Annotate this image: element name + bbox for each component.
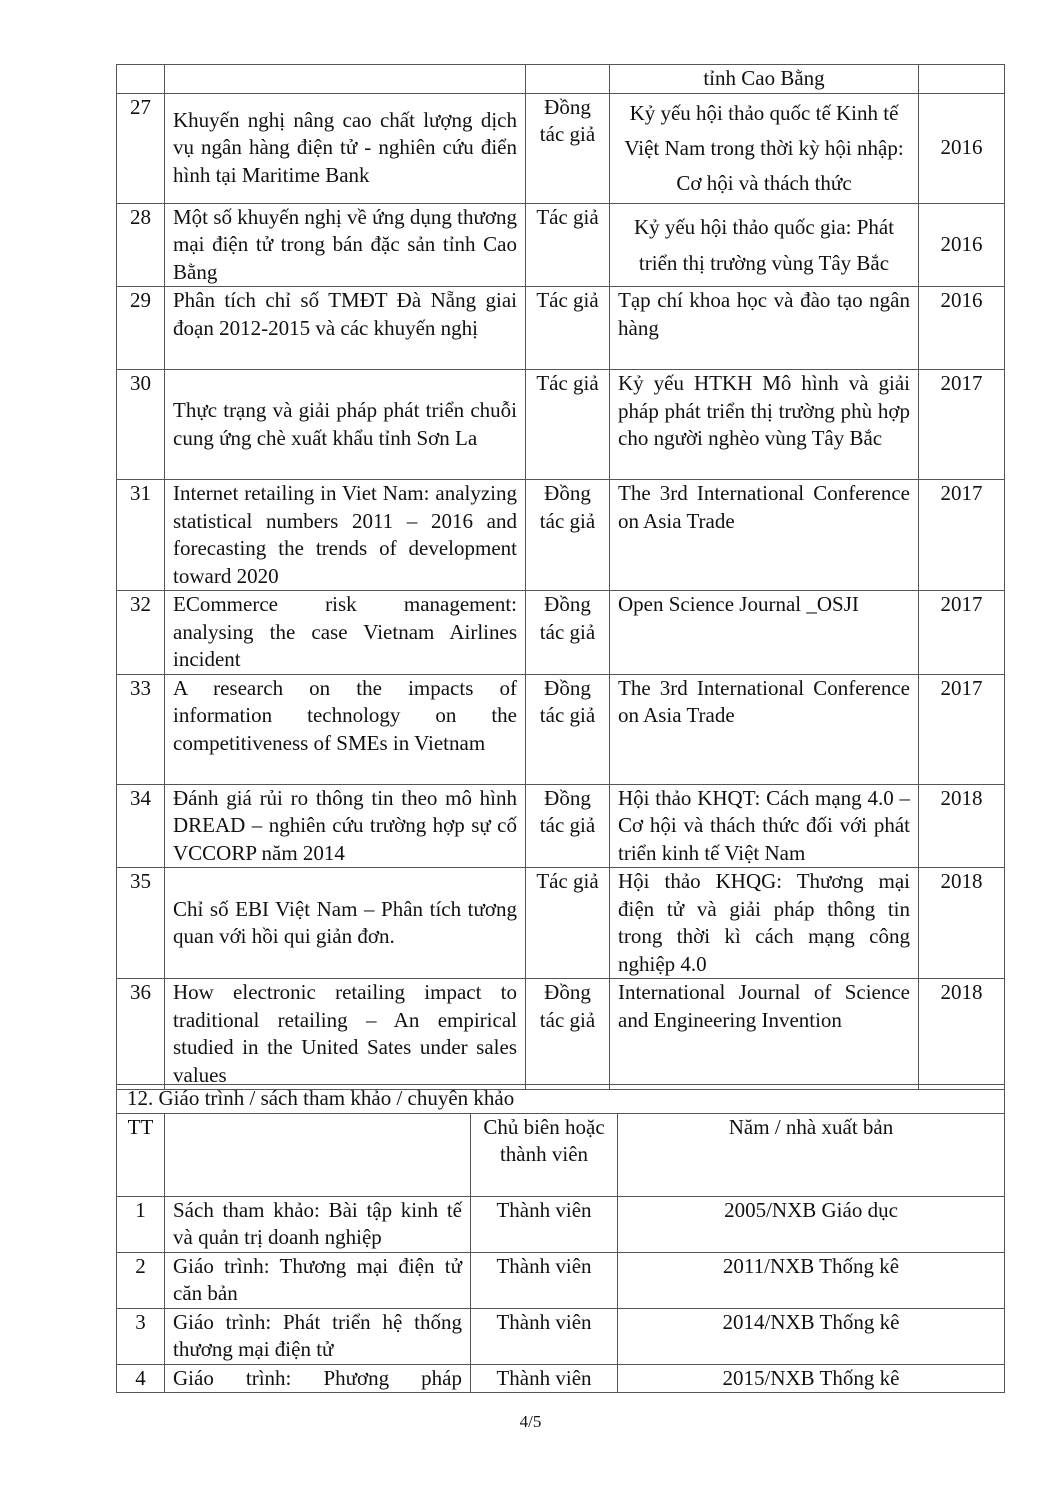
book-role: Thành viên: [471, 1308, 618, 1364]
book-num: 1: [117, 1196, 165, 1252]
table-row: [117, 65, 1005, 94]
table-row: [117, 784, 1005, 868]
article-num: 34: [117, 784, 165, 868]
article-role: [526, 65, 610, 94]
article-title: [165, 65, 526, 94]
article-title: ECommerce risk management: analysing the case Vietnam Airlines incident: [165, 591, 526, 675]
book-role: Thành viên: [471, 1252, 618, 1308]
article-role: Tác giả: [526, 868, 610, 979]
article-title: A research on the impacts of information technology on the competitiveness of SMEs in Vietnam: [165, 674, 526, 784]
article-year: 2018: [919, 784, 1005, 868]
book-num: 2: [117, 1252, 165, 1308]
article-role: Đồng tác giả: [526, 480, 610, 591]
book-num: 3: [117, 1308, 165, 1364]
section-heading: 12. Giáo trình / sách tham khảo / chuyên khảo: [117, 1085, 1005, 1114]
table-row: [117, 591, 1005, 675]
book-role: Thành viên: [471, 1196, 618, 1252]
article-venue: Hội thảo KHQG: Thương mại điện tử và giải pháp thông tin trong thời kì cách mạng công nghiệp 4.0: [610, 868, 919, 979]
article-role: Đồng tác giả: [526, 784, 610, 868]
article-role: Đồng tác giả: [526, 674, 610, 784]
table-row: [117, 1308, 1005, 1364]
article-venue: International Journal of Science and Engineering Invention: [610, 979, 919, 1090]
book-title: Giáo trình: Phát triển hệ thống thương mại điện tử: [165, 1308, 471, 1364]
article-year: 2017: [919, 370, 1005, 480]
article-venue: Open Science Journal _OSJI: [610, 591, 919, 675]
article-num: [117, 65, 165, 94]
article-venue: The 3rd International Conference on Asia Trade: [610, 480, 919, 591]
article-year: 2017: [919, 591, 1005, 675]
table-row: [117, 1196, 1005, 1252]
book-pub: 2015/NXB Thống kê: [618, 1364, 1005, 1393]
table-row: [117, 203, 1005, 287]
article-num: 33: [117, 674, 165, 784]
table-row: [117, 868, 1005, 979]
article-role: Tác giả: [526, 287, 610, 370]
article-title: Một số khuyến nghị về ứng dụng thương mại điện tử trong bán đặc sản tỉnh Cao Bằng: [165, 203, 526, 287]
book-pub: 2014/NXB Thống kê: [618, 1308, 1005, 1364]
table-row: [117, 1364, 1005, 1393]
book-pub: 2011/NXB Thống kê: [618, 1252, 1005, 1308]
article-num: 36: [117, 979, 165, 1090]
article-year: 2018: [919, 979, 1005, 1090]
header-role: Chủ biên hoặc thành viên: [471, 1113, 618, 1196]
table-row: [117, 370, 1005, 480]
article-title: Internet retailing in Viet Nam: analyzing statistical numbers 2011 – 2016 and forecasting the trends of development toward 2020: [165, 480, 526, 591]
article-role: Tác giả: [526, 370, 610, 480]
table-header-row: [117, 1113, 1005, 1196]
article-venue: The 3rd International Conference on Asia Trade: [610, 674, 919, 784]
article-role: Đồng tác giả: [526, 979, 610, 1090]
book-role: Thành viên: [471, 1364, 618, 1393]
book-title: Giáo trình: Phương pháp: [165, 1364, 471, 1393]
article-year: 2018: [919, 868, 1005, 979]
table-row: [117, 480, 1005, 591]
article-venue: Hội thảo KHQT: Cách mạng 4.0 – Cơ hội và thách thức đối với phát triển kinh tế Việt Nam: [610, 784, 919, 868]
articles-table: [116, 64, 1005, 1090]
header-num: TT: [117, 1113, 165, 1196]
article-year: 2017: [919, 674, 1005, 784]
article-venue: tỉnh Cao Bằng: [610, 65, 919, 94]
article-num: 35: [117, 868, 165, 979]
article-venue: Tạp chí khoa học và đào tạo ngân hàng: [610, 287, 919, 370]
table-row: [117, 1252, 1005, 1308]
article-year: 2017: [919, 480, 1005, 591]
table-row: [117, 979, 1005, 1090]
article-venue: Kỷ yếu hội thảo quốc tế Kinh tế Việt Nam trong thời kỳ hội nhập: Cơ hội và thách thức: [610, 93, 919, 203]
article-title: Khuyến nghị nâng cao chất lượng dịch vụ ngân hàng điện tử - nghiên cứu điển hình tại Maritime Bank: [165, 93, 526, 203]
article-title: Chỉ số EBI Việt Nam – Phân tích tương quan với hồi qui giản đơn.: [165, 868, 526, 979]
article-year: [919, 65, 1005, 94]
book-pub: 2005/NXB Giáo dục: [618, 1196, 1005, 1252]
article-num: 27: [117, 93, 165, 203]
article-num: 31: [117, 480, 165, 591]
article-venue: Kỷ yếu HTKH Mô hình và giải pháp phát triển thị trường phù hợp cho người nghèo vùng Tây Bắc: [610, 370, 919, 480]
article-num: 29: [117, 287, 165, 370]
page-number: 4/5: [519, 1412, 542, 1431]
table-row: [117, 674, 1005, 784]
article-year: 2016: [919, 287, 1005, 370]
section-heading-row: [117, 1085, 1005, 1114]
book-num: 4: [117, 1364, 165, 1393]
book-title: Sách tham khảo: Bài tập kinh tế và quản trị doanh nghiệp: [165, 1196, 471, 1252]
article-year: 2016: [919, 93, 1005, 203]
article-role: Đồng tác giả: [526, 591, 610, 675]
article-venue: Kỷ yếu hội thảo quốc gia: Phát triển thị trường vùng Tây Bắc: [610, 203, 919, 287]
article-year: 2016: [919, 203, 1005, 287]
article-num: 28: [117, 203, 165, 287]
header-pub: Năm / nhà xuất bản: [618, 1113, 1005, 1196]
header-title: [165, 1113, 471, 1196]
article-title: Phân tích chỉ số TMĐT Đà Nẵng giai đoạn 2012-2015 và các khuyến nghị: [165, 287, 526, 370]
article-title: Đánh giá rủi ro thông tin theo mô hình DREAD – nghiên cứu trường hợp sự cố VCCORP năm 2014: [165, 784, 526, 868]
book-title: Giáo trình: Thương mại điện tử căn bản: [165, 1252, 471, 1308]
article-num: 30: [117, 370, 165, 480]
article-title: How electronic retailing impact to traditional retailing – An empirical studied in the United Sates under sales values: [165, 979, 526, 1090]
article-role: Đồng tác giả: [526, 93, 610, 203]
table-row: [117, 287, 1005, 370]
article-title: Thực trạng và giải pháp phát triển chuỗi cung ứng chè xuất khẩu tỉnh Sơn La: [165, 370, 526, 480]
article-num: 32: [117, 591, 165, 675]
article-role: Tác giả: [526, 203, 610, 287]
table-row: [117, 93, 1005, 203]
books-table: [116, 1084, 1005, 1393]
